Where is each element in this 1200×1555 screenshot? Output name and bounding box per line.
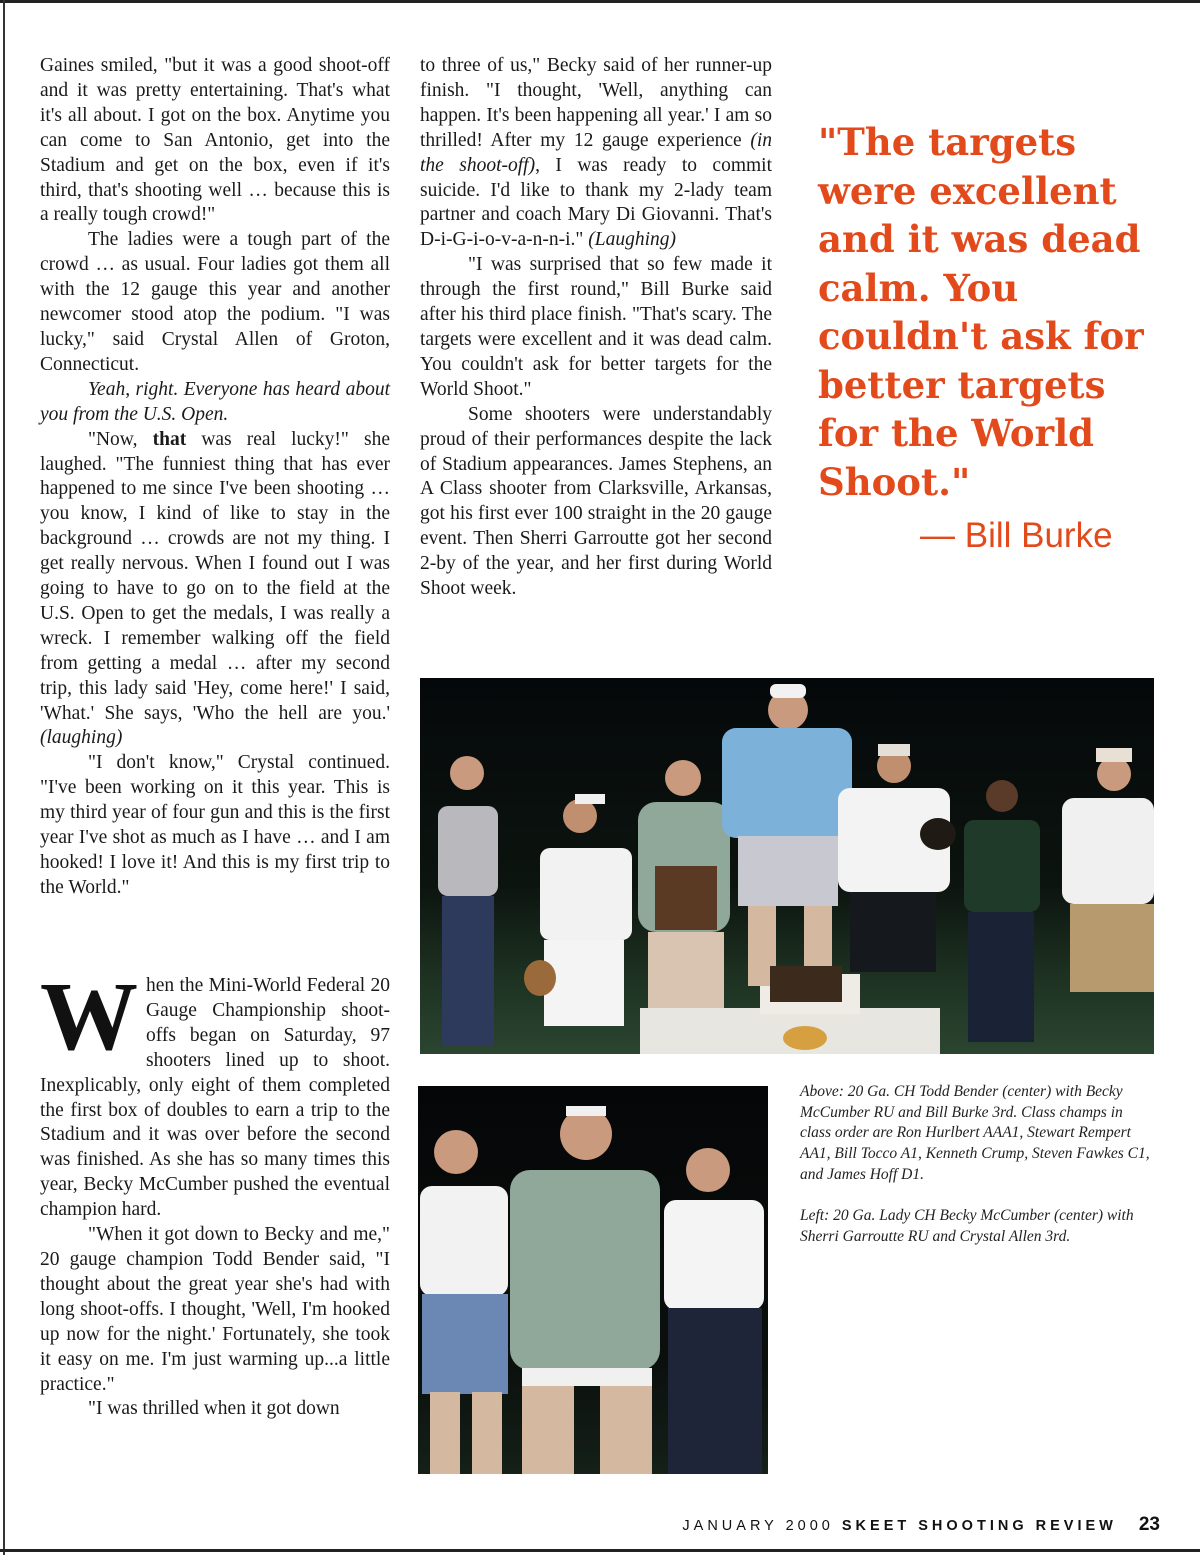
paragraph: "I was surprised that so few made it through the first round," Bill Burke said after his third place finish. "That's scary. The targets were excellent and it was dead calm. You couldn't ask for better targets for the World Shoot."	[420, 254, 772, 400]
italic-text: Yeah, right. Everyone has heard about you from the U.S. Open.	[40, 378, 390, 425]
article-column-1	[40, 54, 390, 901]
text-run: , I was ready to commit suicide. I'd like to thank my 2-lady team partner and coach Mary Di Giovanni. That's D-i-G-i-o-v-a-n-n-i."	[420, 154, 772, 251]
pull-quote-attribution: — Bill Burke	[920, 516, 1113, 555]
italic-text: (Laughing)	[588, 229, 676, 251]
text-run: hen the Mini-World Federal 20 Gauge Championship shoot-offs began on Saturday, 97 shooters lined up to shoot. Inexplicably, only eight of them completed the first box of doubles to earn a trip to the Stadium and it was over before the second was finished. As she has so many times this year, Becky McCumber pushed the eventual champion hard.	[40, 975, 390, 1221]
paragraph: Some shooters were understandably proud of their performances despite the lack of Stadium appearances. James Stephens, an A Class shooter from Clarksville, Arkansas, got his first ever 100 straight in the 20 gauge event. Then Sherri Garroutte got her second 2-by of the year, and her first during World Shoot week.	[420, 403, 772, 600]
article-column-1-lower	[40, 963, 390, 1422]
paragraph: Gaines smiled, "but it was a good shoot-off and it was pretty entertaining. That's what it's all about. I got on the box. Anytime you can come to San Antonio, get into the Stadium and get on the box, even if it's third, that's shooting well … because this is a really tough crowd!"	[40, 55, 390, 226]
page-number: 23	[1138, 1514, 1160, 1535]
paragraph	[40, 963, 390, 1223]
bold-text: that	[152, 428, 187, 450]
issue-date: JANUARY 2000	[682, 1518, 834, 1534]
article-column-2	[420, 54, 772, 602]
text-run: "Now,	[88, 428, 153, 450]
text-run: was real lucky!" she laughed. "The funniest thing that has ever happened to me since I've been shooting … you know, I kind of like to stay in the background … crowds are not my thing. I get really nervous. When I found out I was going to have to go on to the field at the U.S. Open to get the medals, I was really a wreck. I remember walking off the field from getting a medal … after my second trip, this lady said 'Hey, come here!' I said, 'What.' She says, 'Who the hell are you.'	[40, 428, 390, 724]
paragraph: "When it got down to Becky and me," 20 gauge champion Todd Bender said, "I thought about the great year she's had with long shoot-offs. I thought, 'Well, I'm hooked up now for the night.' Fortunately, she took it easy on me. I'm just warming up...a little practice."	[40, 1224, 390, 1395]
italic-text: (laughing)	[40, 727, 123, 749]
pull-quote: "The targets were excellent and it was dead calm. You couldn't ask for better targets for the World Shoot."	[818, 120, 1144, 504]
photo-caption-left: Left: 20 Ga. Lady CH Becky McCumber (center) with Sherri Garroutte RU and Crystal Allen 3rd.	[800, 1207, 1134, 1245]
paragraph: "I was thrilled when it got down	[88, 1398, 340, 1420]
page-footer	[640, 1514, 1160, 1536]
photo-lady-champions	[418, 1086, 768, 1474]
paragraph	[40, 378, 390, 428]
photo-caption-above: Above: 20 Ga. CH Todd Bender (center) with Becky McCumber RU and Bill Burke 3rd. Class champs in class order are Ron Hurlbert AAA1, Stewart Rempert AA1, Bill Tocco A1, Kenneth Crump, Steven Fawkes C1, and James Hoff D1.	[800, 1083, 1150, 1183]
photo-20-gauge-champions	[420, 678, 1154, 1054]
bottom-rule	[0, 1549, 1200, 1552]
magazine-name: SKEET SHOOTING REVIEW	[841, 1518, 1117, 1534]
paragraph	[420, 54, 772, 253]
drop-cap: W	[40, 963, 138, 1071]
text-run: to three of us," Becky said of her runner-up finish. "I thought, 'Well, anything can happen. It's been happening all year.' I am so thrilled! After my 12 gauge experience	[420, 55, 772, 151]
photo-illustration	[418, 1086, 768, 1474]
paragraph: "I don't know," Crystal continued. "I've been working on it this year. This is my third year of four gun and this is the first year I've shot as much as I have … and I am hooked! I love it! And this is my first trip to the World."	[40, 752, 390, 898]
photo-illustration	[420, 678, 1154, 1054]
paragraph	[40, 428, 390, 752]
italic-text: (in the shoot-off)	[420, 129, 772, 176]
paragraph: The ladies were a tough part of the crowd … as usual. Four ladies got them all with the 12 gauge this year and another newcomer stood atop the podium. "I was lucky," said Crystal Allen of Groton, Connecticut.	[40, 229, 390, 375]
top-rule	[0, 0, 1200, 3]
page-edge	[3, 0, 5, 1555]
